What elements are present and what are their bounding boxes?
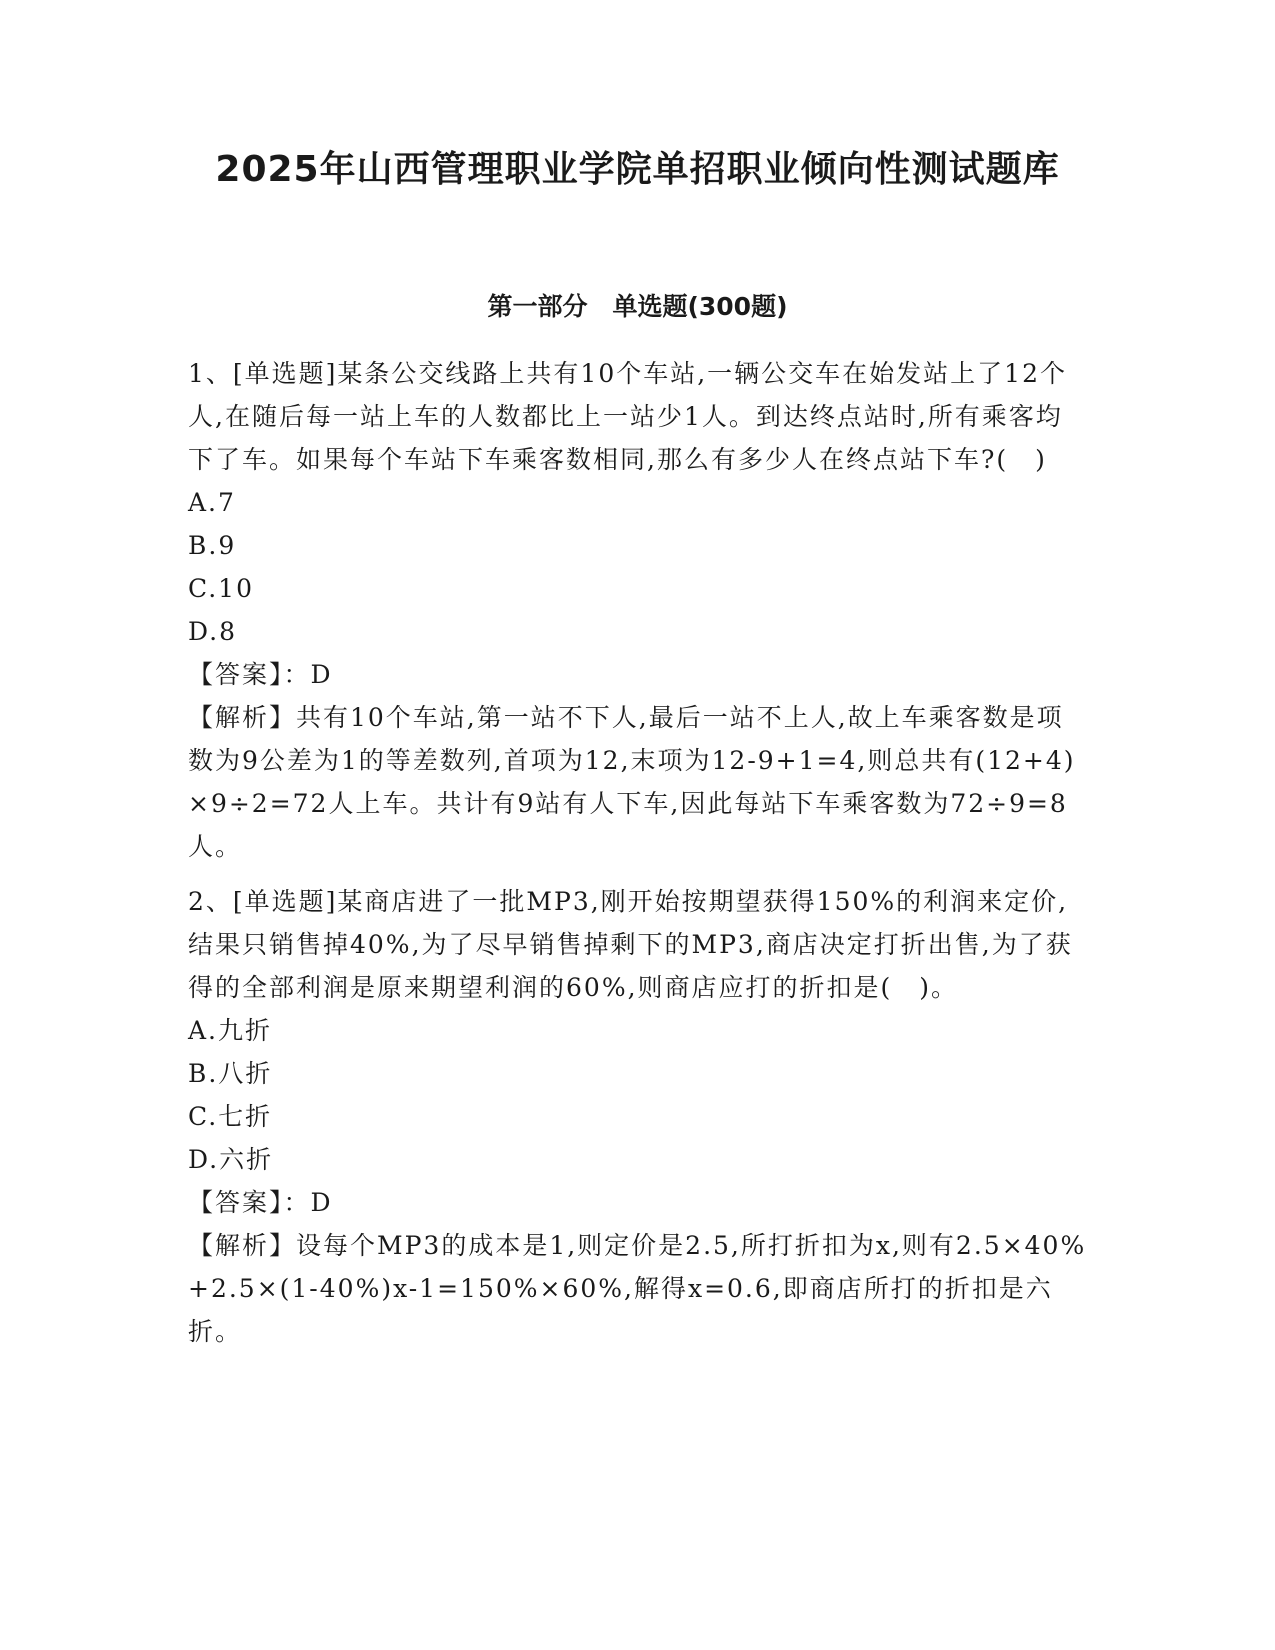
analysis-text: 【解析】设每个MP3的成本是1,则定价是2.5,所打折扣为x,则有2.5×40%+2.5×(1-40%)x-1=150%×60%,解得x=0.6,即商店所打的折扣是六折。 <box>188 1231 1087 1346</box>
option-d: D.六折 <box>188 1145 274 1174</box>
question-stem: 2、[单选题]某商店进了一批MP3,刚开始按期望获得150%的利润来定价,结果只销售掉40%,为了尽早销售掉剩下的MP3,商店决定打折出售,为了获得的全部利润是原来期望利润的60%,则商店应打的折扣是( )。 <box>188 887 1073 1002</box>
answer-text: 【答案】：D <box>188 660 333 689</box>
question-1 <box>188 352 1088 868</box>
analysis-text: 【解析】共有10个车站,第一站不下人,最后一站不上人,故上车乘客数是项数为9公差为1的等差数列,首项为12,末项为12-9+1=4,则总共有(12+4)×9÷2=72人上车。共计有9站有人下车,因此每站下车乘客数为72÷9=8人。 <box>188 703 1076 861</box>
option-a: A.九折 <box>188 1016 273 1045</box>
question-list <box>188 352 1088 1365</box>
option-c: C.七折 <box>188 1102 273 1131</box>
answer-text: 【答案】：D <box>188 1188 333 1217</box>
option-c: C.10 <box>188 574 254 603</box>
option-b: B.9 <box>188 531 237 560</box>
question-2 <box>188 880 1088 1353</box>
option-b: B.八折 <box>188 1059 273 1088</box>
section-title: 第一部分 单选题(300题) <box>487 292 788 321</box>
question-stem: 1、[单选题]某条公交线路上共有10个车站,一辆公交车在始发站上了12个人,在随后每一站上车的人数都比上一站少1人。到达终点站时,所有乘客均下了车。如果每个车站下车乘客数相同,那么有多少人在终点站下车?( ) <box>188 359 1067 474</box>
option-d: D.8 <box>188 617 238 646</box>
document-title: 2025年山西管理职业学院单招职业倾向性测试题库 <box>215 149 1060 190</box>
option-a: A.7 <box>188 488 236 517</box>
